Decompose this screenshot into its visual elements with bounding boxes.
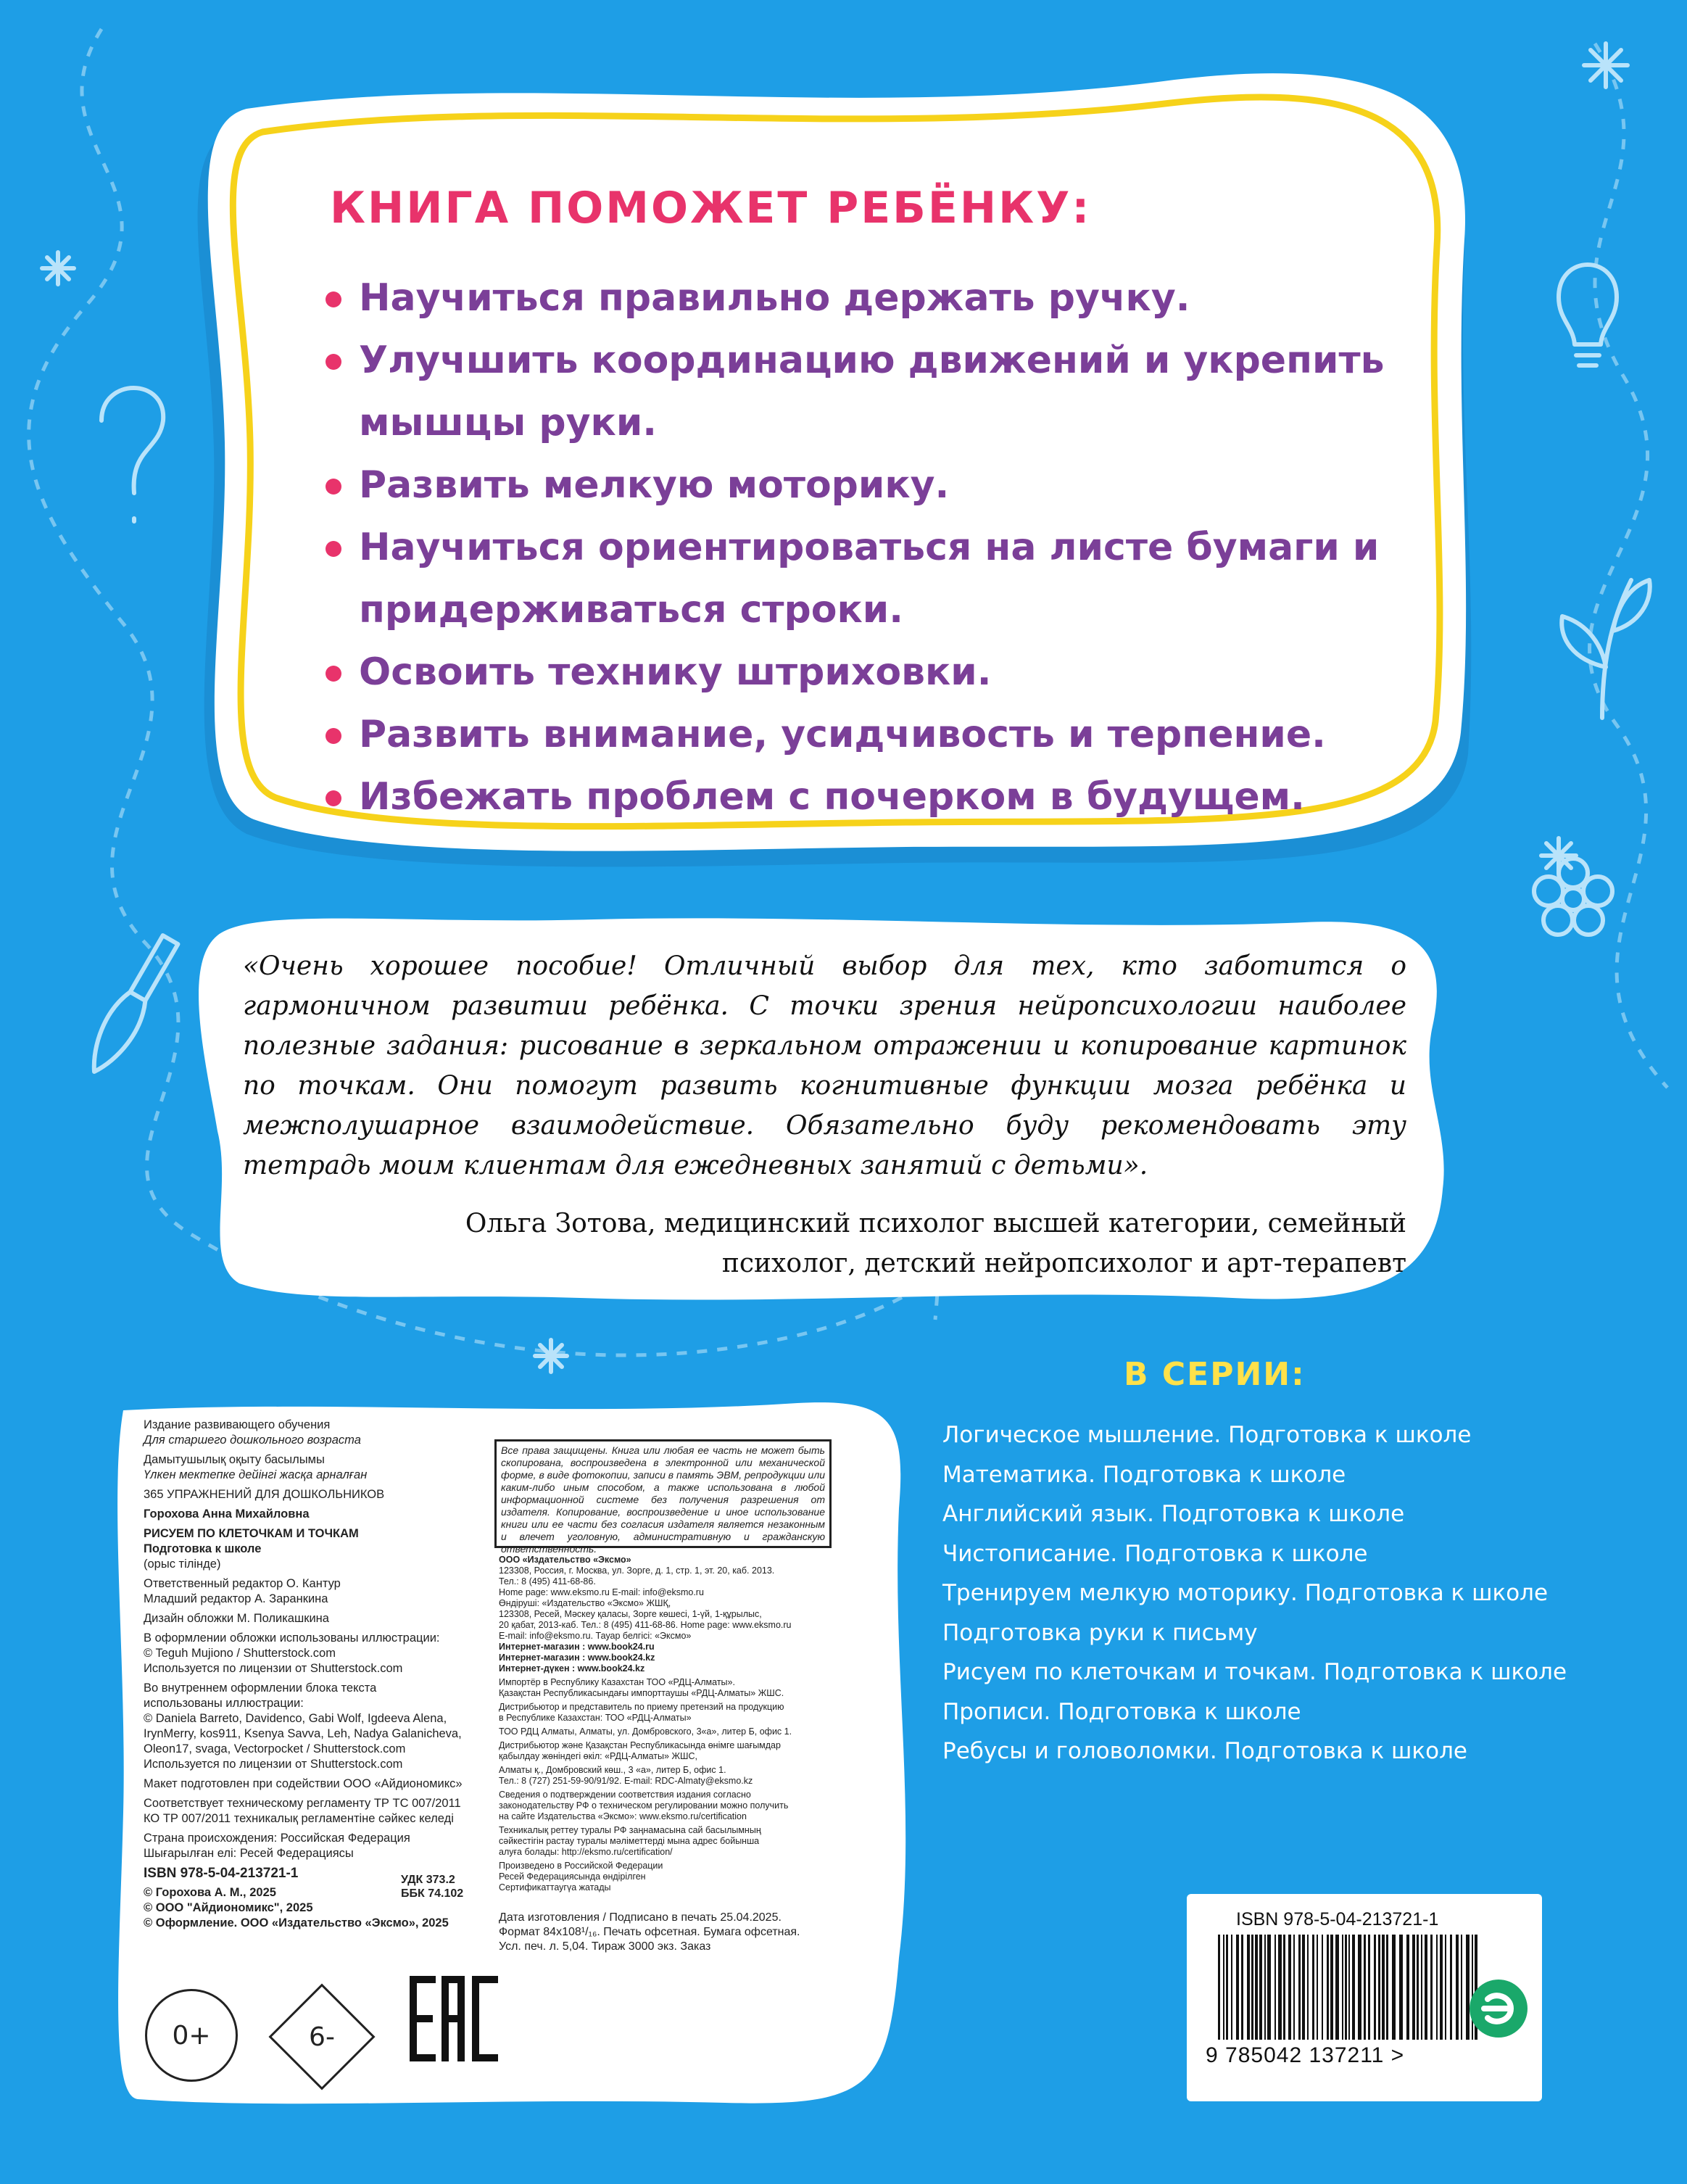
series-item: Чистописание. Подготовка к школе	[942, 1540, 1368, 1567]
copyright-line: © Оформление. ООО «Издательство «Эксмо», 2025	[144, 1916, 449, 1929]
eac-logo-icon	[399, 1954, 507, 2083]
series-list	[942, 1415, 1567, 1771]
imprint-line: Макет подготовлен при содействии ООО «Айдиономикс»	[144, 1777, 463, 1790]
imprint-line: Дизайн обложки М. Поликашкина	[144, 1612, 329, 1625]
imprint-line: КО ТР 007/2011 техникалық регламентіне сәйкес келеді	[144, 1812, 454, 1825]
series-item: Прописи. Подготовка к школе	[942, 1698, 1301, 1725]
bbk-code: ББК 74.102	[401, 1887, 464, 1900]
copyright-line: © ООО "Айдиономикс", 2025	[144, 1901, 313, 1914]
barcode-bar	[1445, 1935, 1446, 2040]
series-item: Английский язык. Подготовка к школе	[942, 1501, 1405, 1527]
imprint-line: Используется по лицензии от Shutterstock.com	[144, 1662, 403, 1675]
barcode-bar	[1330, 1935, 1333, 2040]
benefit-item: Научиться правильно держать ручку.	[323, 267, 1439, 329]
imprint-line: Oleon17, svaga, Vectorpocket / Shutterstock.com	[144, 1742, 406, 1755]
barcode-bar	[1412, 1935, 1415, 2040]
imprint-line: Сведения о подтверждении соответствия издания согласно	[499, 1790, 751, 1800]
quote-author-line: психолог, детский нейропсихолог и арт-терапевт	[721, 1249, 1406, 1278]
benefits-title: КНИГА ПОМОЖЕТ РЕБЁНКУ:	[330, 183, 1092, 233]
imprint-line: законодательству РФ о техническом регулировании можно получить	[499, 1800, 789, 1811]
barcode-bar	[1267, 1935, 1271, 2040]
book-title: РИСУЕМ ПО КЛЕТОЧКАМ И ТОЧКАМ	[144, 1527, 359, 1540]
barcode-bar	[1364, 1935, 1366, 2040]
imprint-line: Сертификаттаугүа жатады	[499, 1882, 611, 1893]
benefit-item: Улучшить координацию движений и укрепить мышцы руки.	[323, 329, 1439, 454]
imprint-line: E-mail: info@eksmo.ru. Тауар белгісі: «Эксмо»	[499, 1631, 692, 1641]
benefit-item: Развить мелкую моторику.	[323, 454, 1439, 516]
barcode-bar	[1283, 1935, 1285, 2040]
imprint-line: на сайте Издательства «Эксмо»: www.eksmo.ru/certification	[499, 1811, 747, 1821]
imprint-line: 365 УПРАЖНЕНИЙ ДЛЯ ДОШКОЛЬНИКОВ	[144, 1488, 385, 1501]
udk-bbk	[401, 1873, 463, 1900]
barcode-bar	[1231, 1935, 1232, 2040]
imprint-line: Для старшего дошкольного возраста	[144, 1434, 361, 1447]
imprint-line: IrynMerry, kos911, Ksenya Savva, Leh, Nadya Galanicheva,	[144, 1727, 462, 1740]
imprint-line: использованы иллюстрации:	[144, 1697, 304, 1710]
imprint-line: Издание развивающего обучения	[144, 1418, 331, 1431]
imprint-line: Интернет-магазин : www.book24.ru	[499, 1642, 655, 1652]
udk-code: УДК 373.2	[401, 1874, 455, 1886]
print-line: Дата изготовления / Подписано в печать 25.04.2025.	[499, 1911, 782, 1924]
barcode-bar	[1293, 1935, 1295, 2040]
print-line: Формат 84x108¹/₁₆. Печать офсетная. Бумага офсетная.	[499, 1926, 800, 1938]
imprint-line: Дистрибьютор және Қазақстан Республикасында өнімге шағымдар	[499, 1740, 781, 1750]
imprint-line: Үлкен мектепке дейінгі жасқа арналған	[144, 1468, 368, 1481]
benefit-item: Развить внимание, усидчивость и терпение.	[323, 703, 1439, 766]
barcode-bar	[1358, 1935, 1361, 2040]
barcode-bar	[1436, 1935, 1438, 2040]
barcode-bar	[1264, 1935, 1266, 2040]
barcode-bar	[1421, 1935, 1422, 2040]
barcode-bar	[1392, 1935, 1396, 2040]
imprint-line: Используется по лицензии от Shutterstock.com	[144, 1758, 403, 1771]
imprint-line: Ответственный редактор О. Кантур	[144, 1577, 341, 1590]
imprint-left	[144, 1418, 484, 1931]
barcode-bar	[1236, 1935, 1239, 2040]
imprint-line: © Teguh Mujiono / Shutterstock.com	[144, 1647, 336, 1660]
print-data	[499, 1911, 840, 1954]
imprint-line: в Республике Казахстан: ТОО «РДЦ-Алматы»	[499, 1713, 692, 1723]
barcode-bar	[1317, 1935, 1318, 2040]
imprint-line: Младший редактор А. Заранкина	[144, 1592, 328, 1605]
barcode-bar	[1348, 1935, 1350, 2040]
barcode-bar	[1386, 1935, 1388, 2040]
barcode-bar	[1241, 1935, 1243, 2040]
series-item: Логическое мышление. Подготовка к школе	[942, 1422, 1472, 1448]
imprint-line: Home page: www.eksmo.ru E-mail: info@eksmo.ru	[499, 1587, 704, 1597]
barcode-bar	[1247, 1935, 1250, 2040]
imprint-line: Дистрибьютор и представитель по приему претензий на продукцию	[499, 1702, 784, 1712]
age-rating-diamond	[268, 1983, 376, 2090]
barcode-bar	[1226, 1935, 1228, 2040]
barcode-bar	[1322, 1935, 1323, 2040]
barcode-bar	[1430, 1935, 1433, 2040]
print-line: Усл. печ. л. 5,04. Тираж 3000 экз. Заказ	[499, 1940, 711, 1953]
imprint-line: 123308, Россия, г. Москва, ул. Зорге, д. 1, стр. 1, эт. 20, каб. 2013.	[499, 1565, 775, 1576]
barcode-bar	[1456, 1935, 1459, 2040]
barcode-bar	[1278, 1935, 1282, 2040]
barcode-bar	[1298, 1935, 1301, 2040]
imprint-line: Ресей Федерациясында өндірілген	[499, 1871, 646, 1882]
barcode-bar	[1218, 1935, 1220, 2040]
barcode-bar	[1335, 1935, 1339, 2040]
imprint-line: қабылдау жөніндегі өкіл: «РДЦ-Алматы» ЖШС,	[499, 1751, 697, 1761]
imprint-line: Дамытушылық оқыту басылымы	[144, 1453, 325, 1466]
imprint-line: Соответствует техническому регламенту ТР ТС 007/2011	[144, 1797, 461, 1810]
barcode-bar	[1368, 1935, 1370, 2040]
benefit-item: Научиться ориентироваться на листе бумаги и придерживаться строки.	[323, 516, 1439, 641]
barcode-bar	[1425, 1935, 1427, 2040]
barcode-bar	[1223, 1935, 1224, 2040]
quote-author-line: Ольга Зотова, медицинский психолог высшей категории, семейный	[465, 1209, 1406, 1238]
series-item: Подготовка руки к письму	[942, 1619, 1258, 1646]
imprint-line: Техникалық реттеу туралы РФ заңнамасына сай басылымның	[499, 1825, 761, 1835]
barcode-bar	[1417, 1935, 1419, 2040]
rights-notice: Все права защищены. Книга или любая ее часть не может быть скопирована, воспроизведена в электронной или механической форме, в виде фотокопии, записи в память ЭВМ, репродукции или каким-либо иным способом, а также использована в любой информационной системе без получения разрешения от издателя. Копирование, воспроизведение и иное использование книги или ее части без согласия издателя является незаконным и влечет уголовную, административную и гражданскую ответственность.	[494, 1439, 832, 1548]
imprint-line: Произведено в Российской Федерации	[499, 1861, 663, 1871]
barcode-bar	[1345, 1935, 1347, 2040]
barcode-bar	[1312, 1935, 1314, 2040]
imprint-line: Страна происхождения: Российская Федерация	[144, 1832, 410, 1845]
imprint-line: Шығарылған елі: Ресей Федерациясы	[144, 1847, 354, 1860]
imprint-line: Тел.: 8 (495) 411-68-86.	[499, 1576, 596, 1587]
imprint-line: сәйкестігін растау туралы мәліметтерді мына адрес бойынша	[499, 1836, 760, 1846]
imprint-line: 20 қабат, 2013-каб. Тел.: 8 (495) 411-68-86. Home page: www.eksmo.ru	[499, 1620, 792, 1630]
imprint-line: алуға болады: http://eksmo.ru/certification/	[499, 1847, 673, 1857]
imprint-line: © Daniela Barreto, Davidenco, Gabi Wolf, Igdeeva Alena,	[144, 1712, 447, 1725]
barcode-bar	[1378, 1935, 1380, 2040]
imprint-line: В оформлении обложки использованы иллюстрации:	[144, 1631, 440, 1645]
series-title: В СЕРИИ:	[1124, 1356, 1306, 1393]
barcode-bar	[1327, 1935, 1329, 2040]
barcode	[1218, 1935, 1486, 2040]
eksmo-logo-icon	[1466, 1976, 1531, 2041]
barcode-bar	[1274, 1935, 1276, 2040]
barcode-bar	[1307, 1935, 1309, 2040]
imprint-line: Алматы қ., Домбровский көш., 3 «а», литер Б, офис 1.	[499, 1765, 726, 1775]
barcode-bar	[1440, 1935, 1443, 2040]
imprint-line: ООО «Издательство «Эксмо»	[499, 1555, 631, 1565]
age-rating-badge: 0+	[145, 1989, 238, 2082]
isbn-text: ISBN 978-5-04-213721-1	[144, 1866, 299, 1881]
imprint-line: Импортёр в Республику Казахстан ТОО «РДЦ-Алматы».	[499, 1677, 735, 1687]
barcode-bar	[1251, 1935, 1253, 2040]
benefit-item: Освоить технику штриховки.	[323, 641, 1439, 703]
book-subtitle: Подготовка к школе	[144, 1542, 262, 1555]
imprint-publisher	[499, 1555, 840, 1893]
series-item: Ребусы и головоломки. Подготовка к школе	[942, 1738, 1467, 1764]
imprint-line: ТОО РДЦ Алматы, Алматы, ул. Домбровского, 3«а», литер Б, офис 1.	[499, 1726, 792, 1737]
quote-text: «Очень хорошее пособие! Отличный выбор для тех, кто заботится о гармоничном развитии ребёнка. С точки зрения нейропсихологии наиболее полезные задания: рисование в зеркальном отражении и копирование картинок по точкам. Они помогут развить когнитивные функции мозга ребёнка и межполушарное взаимодействие. Обязательно буду рекомендовать эту тетрадь моим клиентам для ежедневных занятий с детьми».	[243, 951, 1406, 1180]
imprint-line: Өндіруші: «Издательство «Эксмо» ЖШҚ,	[499, 1598, 671, 1608]
barcode-bar	[1374, 1935, 1376, 2040]
imprint-line: Во внутреннем оформлении блока текста	[144, 1682, 377, 1695]
barcode-bar	[1302, 1935, 1305, 2040]
barcode-bar	[1406, 1935, 1409, 2040]
imprint-line: Тел.: 8 (727) 251-59-90/91/92. E-mail: RDC-Almaty@eksmo.kz	[499, 1776, 753, 1786]
series-item: Рисуем по клеточкам и точкам. Подготовка к школе	[942, 1659, 1567, 1685]
barcode-bar	[1259, 1935, 1262, 2040]
imprint-line: (орыс тілінде)	[144, 1558, 221, 1571]
age-rating-label: 6-	[309, 2022, 335, 2052]
barcode-bar	[1255, 1935, 1258, 2040]
author-name: Горохова Анна Михайловна	[144, 1507, 310, 1521]
benefit-item: Избежать проблем с почерком в будущем.	[323, 766, 1439, 828]
series-item: Математика. Подготовка к школе	[942, 1461, 1346, 1488]
barcode-bar	[1399, 1935, 1403, 2040]
barcode-bar	[1382, 1935, 1385, 2040]
barcode-bar	[1461, 1935, 1462, 2040]
barcode-bar	[1288, 1935, 1291, 2040]
barcode-digits: 9 785042 137211 >	[1206, 2043, 1405, 2067]
barcode-bar	[1450, 1935, 1452, 2040]
copyright-line: © Горохова А. М., 2025	[144, 1886, 276, 1899]
imprint-line: 123308, Ресей, Мәскеу қаласы, Зорге көшесі, 1-үй, 1-құрылыс,	[499, 1609, 762, 1619]
imprint-line: Интернет-магазин : www.book24.kz	[499, 1653, 655, 1663]
imprint-line: Интернет-дүкен : www.book24.kz	[499, 1663, 645, 1674]
barcode-bar	[1352, 1935, 1355, 2040]
imprint-line: Қазақстан Республикасындағы импорттаушы «РДЦ-Алматы» ЖШС.	[499, 1688, 784, 1698]
barcode-isbn: ISBN 978-5-04-213721-1	[1236, 1909, 1439, 1929]
series-item: Тренируем мелкую моторику. Подготовка к школе	[942, 1580, 1549, 1606]
barcode-bar	[1342, 1935, 1343, 2040]
